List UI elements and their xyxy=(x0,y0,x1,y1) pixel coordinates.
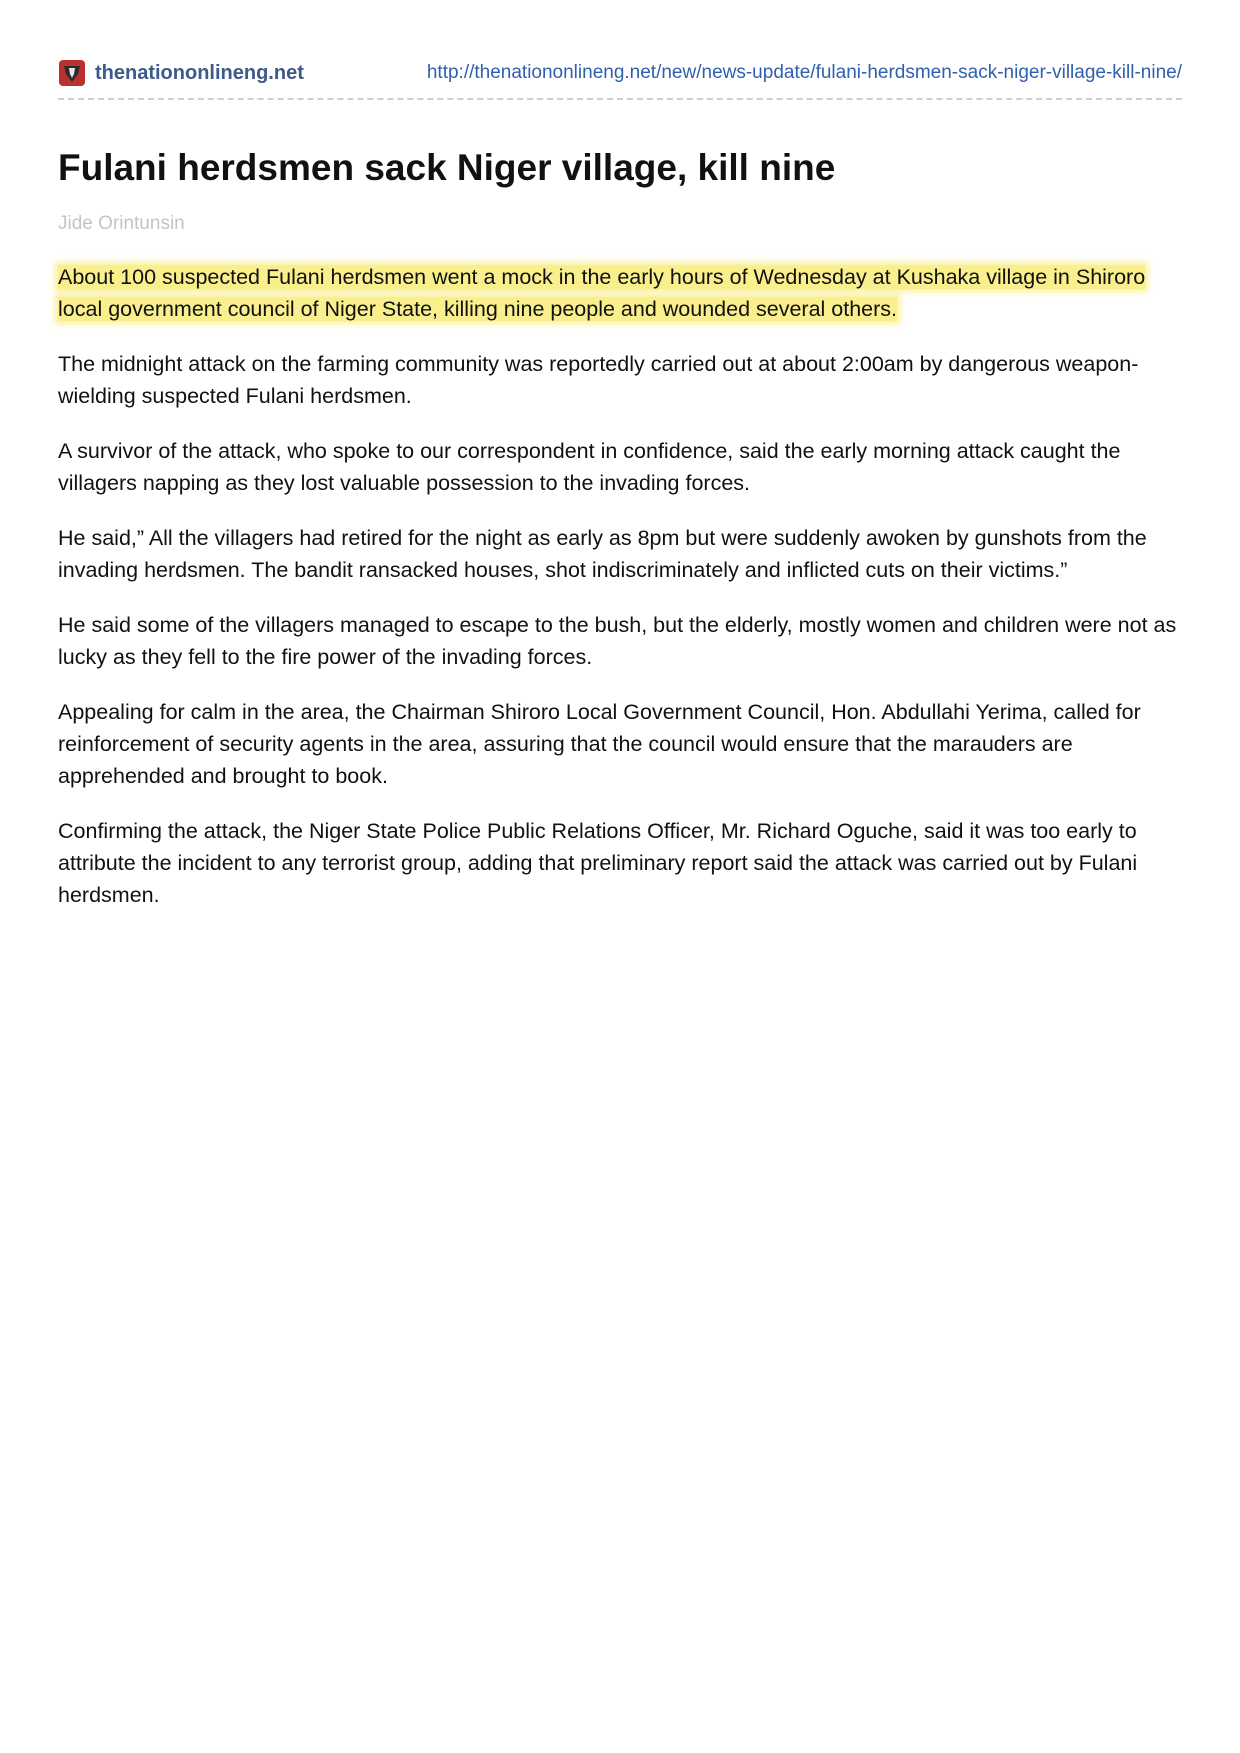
article-paragraph: A survivor of the attack, who spoke to our correspondent in confidence, said the early morning attack caught the villagers napping as they lost valuable possession to the invading forces. xyxy=(58,439,1121,495)
nation-shield-icon xyxy=(58,59,86,87)
article-paragraph: Confirming the attack, the Niger State Police Public Relations Officer, Mr. Richard Oguche, said it was too early to attribute the incident to any terrorist group, adding that preliminary report said the attack was carried out by Fulani herdsmen. xyxy=(58,819,1138,907)
article-paragraph: He said some of the villagers managed to escape to the bush, but the elderly, mostly women and children were not as lucky as they fell to the fire power of the invading forces. xyxy=(58,613,1177,669)
article-author: Jide Orintunsin xyxy=(58,213,185,234)
article-paragraph: Appealing for calm in the area, the Chairman Shiroro Local Government Council, Hon. Abdullahi Yerima, called for reinforcement of security agents in the area, assuring that the council would ensure that the marauders are apprehended and brought to book. xyxy=(58,700,1141,788)
article-body xyxy=(58,261,1182,911)
article-paragraph: The midnight attack on the farming community was reportedly carried out at about 2:00am by dangerous weapon- wielding suspected Fulani herdsmen. xyxy=(58,352,1139,408)
highlighted-lead-text: About 100 suspected Fulani herdsmen went a mock in the early hours of Wednesday at Kushaka village in Shiroro local government council of Niger State, killing nine people and wounded several others. xyxy=(58,265,1146,321)
header-divider xyxy=(58,98,1182,100)
site-name[interactable]: thenationonlineng.net xyxy=(95,61,304,84)
source-url-link[interactable]: http://thenationonlineng.net/new/news-update/fulani-herdsmen-sack-niger-village-kill-nine/ xyxy=(426,62,1182,83)
article-title: Fulani herdsmen sack Niger village, kill nine xyxy=(58,147,836,188)
article-paragraph: He said,” All the villagers had retired for the night as early as 8pm but were suddenly awoken by gunshots from the invading herdsmen. The bandit ransacked houses, shot indiscriminately and inflicted cuts on their victims.” xyxy=(58,526,1147,582)
site-branding xyxy=(58,59,304,87)
page-header xyxy=(58,58,1182,88)
article-paragraph-lead xyxy=(58,261,1182,325)
printed-article-page xyxy=(58,58,1182,934)
